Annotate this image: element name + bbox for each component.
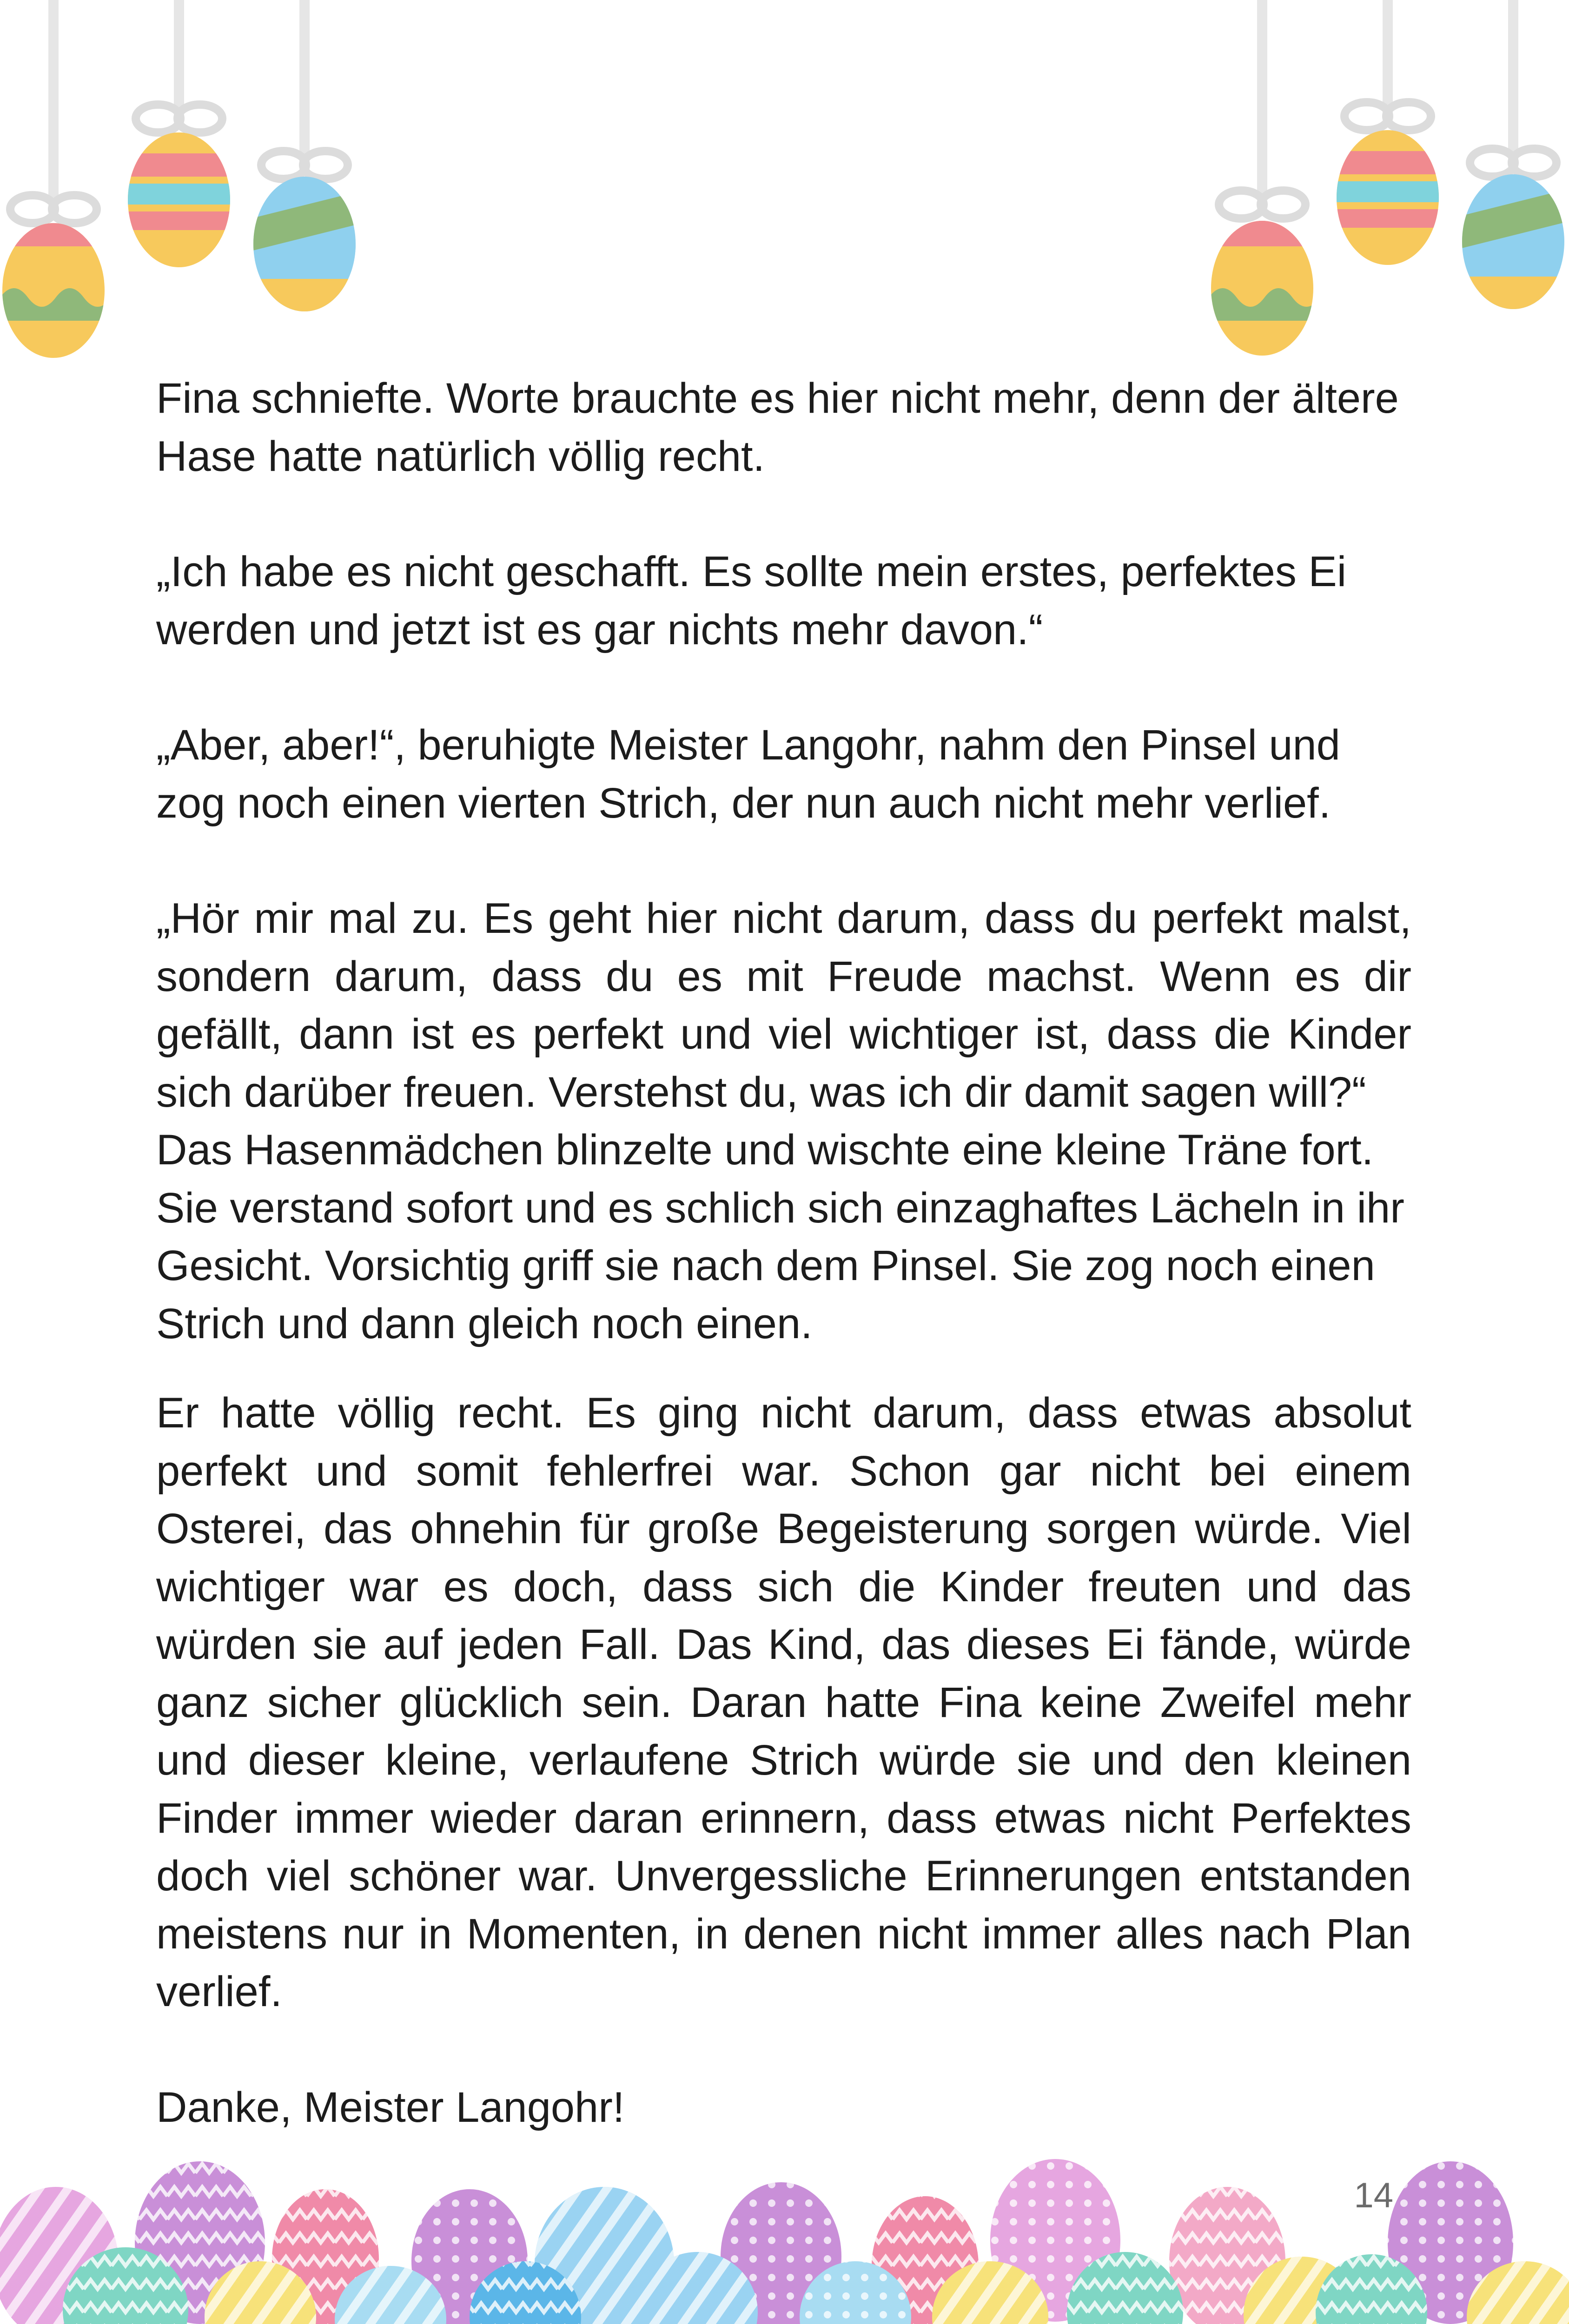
egg-icon (1460, 172, 1569, 323)
egg-icon (1334, 128, 1446, 277)
egg-icon (251, 174, 363, 325)
egg-icon (0, 218, 112, 367)
paragraph: Er hatte völlig recht. Es ging nicht darum, dass etwas absolut perfekt und somit fehlerfrei war. Schon gar nicht bei einem Osterei, das ohnehin für große Begeisterung sorgen würde. Viel wichtiger war es doch, dass sich die Kinder freuten und das würden sie auf jeden Fall. Das Kind, das dieses Ei fände, würde ganz sicher glücklich sein. Daran hatte Fina keine Zweifel mehr und dieser kleine, verlaufene Strich würde sie und den kleinen Finder immer wieder daran erinnern, dass etwas nicht Perfektes doch viel schöner war. Unvergessliche Erinnerungen entstanden meistens nur in Momenten, in denen nicht immer alles nach Plan verlief. (156, 1389, 1411, 2015)
easter-eggs-border-decoration (0, 2157, 1569, 2324)
paragraph: Fina schniefte. Worte brauchte es hier nicht mehr, denn der ältere Hase hatte natürlich völlig recht. (156, 375, 1399, 480)
egg-icon (126, 130, 237, 279)
hanging-eggs-left-decoration (0, 0, 381, 372)
hanging-eggs-right-decoration (1190, 0, 1569, 372)
paragraph: „Hör mir mal zu. Es geht hier nicht darum, dass du perfekt malst, sondern darum, dass du es mit Freude machst. Wenn es dir gefällt, dann ist es perfekt und viel wichtiger ist, dass die Kinder sich darüber freuen. Verstehst du, was ich dir damit sagen will?“ (156, 895, 1411, 1116)
egg-icon (1209, 218, 1320, 367)
paragraph: Das Hasenmädchen blinzelte und wischte eine kleine Träne fort. Sie verstand sofort und es schlich sich einzaghaftes Lächeln in ihr Gesicht. Vorsichtig griff sie nach dem Pinsel. Sie zog noch einen Strich und dann gleich noch einen. (156, 1126, 1404, 1347)
paragraph: „Ich habe es nicht geschafft. Es sollte mein erstes, perfektes Ei werden und jetzt ist es gar nichts mehr davon.“ (156, 548, 1347, 654)
page-number: 14 (1354, 2176, 1393, 2215)
closing-line: Danke, Meister Langohr! (156, 2083, 625, 2131)
story-text (156, 370, 1411, 2136)
paragraph: „Aber, aber!“, beruhigte Meister Langohr, nahm den Pinsel und zog noch einen vierten Strich, der nun auch nicht mehr verlief. (156, 721, 1340, 827)
